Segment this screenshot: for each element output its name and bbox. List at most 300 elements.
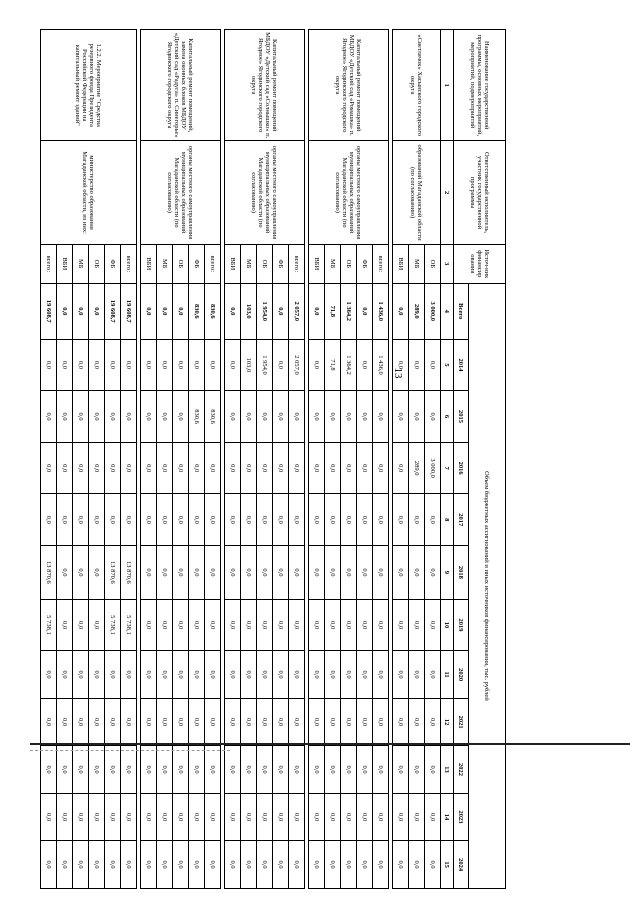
year-value: 0,0	[205, 793, 221, 840]
year-value: 0,0	[73, 599, 89, 651]
year-value: 0,0	[157, 599, 173, 651]
year-value: 0,0	[341, 651, 357, 698]
header-index-row	[441, 30, 454, 889]
year-value: 0,0	[273, 546, 289, 600]
funding-source: ФБ	[189, 244, 205, 283]
year-value: 0,0	[189, 698, 205, 745]
year-value: 0,0	[257, 494, 273, 546]
year-value: 0,0	[393, 442, 409, 494]
separator-cell	[305, 30, 309, 889]
year-value: 0,0	[57, 698, 73, 745]
year-value: 0,0	[393, 391, 409, 443]
year-value: 0,0	[157, 494, 173, 546]
total-value: 830,6	[205, 283, 221, 339]
year-value: 0,0	[41, 698, 57, 745]
total-value: 19 608,7	[41, 283, 57, 339]
year-value: 0,0	[157, 746, 173, 793]
column-index: 11	[441, 651, 454, 698]
year-value: 0,0	[425, 651, 441, 698]
year-value: 0,0	[205, 546, 221, 600]
year-value: 0,0	[289, 793, 305, 840]
year-value: 0,0	[257, 698, 273, 745]
column-index: 12	[441, 698, 454, 745]
funding-source: ВБИ	[309, 244, 325, 283]
column-index: 1	[441, 30, 454, 141]
year-value: 0,0	[273, 339, 289, 391]
year-value: 0,0	[425, 494, 441, 546]
year-value: 0,0	[105, 746, 121, 793]
year-value: 0,0	[173, 546, 189, 600]
year-value: 0,0	[325, 599, 341, 651]
year-value: 0,0	[309, 442, 325, 494]
year-value: 0,0	[409, 546, 425, 600]
year-value: 0,0	[105, 391, 121, 443]
funding-source: ФБ	[273, 244, 289, 283]
year-value: 0,0	[357, 746, 373, 793]
header-year: 2018	[454, 546, 469, 600]
year-value: 0,0	[241, 651, 257, 698]
total-value: 1 364,2	[341, 283, 357, 339]
year-value: 0,0	[393, 841, 409, 889]
year-value: 0,0	[57, 391, 73, 443]
year-value: 0,0	[189, 442, 205, 494]
column-index: 15	[441, 841, 454, 889]
year-value: 13 870,6	[121, 546, 137, 600]
year-value: 0,0	[41, 494, 57, 546]
year-value: 0,0	[393, 793, 409, 840]
funding-source: всего:	[373, 244, 389, 283]
year-value: 0,0	[341, 599, 357, 651]
year-value: 0,0	[205, 339, 221, 391]
funding-source: ВБИ	[393, 244, 409, 283]
column-index: 7	[441, 442, 454, 494]
year-value: 0,0	[357, 841, 373, 889]
funding-source: МБ	[73, 244, 89, 283]
total-value: 2 057,0	[289, 283, 305, 339]
total-value: 0,0	[173, 283, 189, 339]
year-value: 1 954,0	[257, 339, 273, 391]
year-value: 0,0	[89, 599, 105, 651]
separator-cell	[137, 30, 141, 889]
year-value: 0,0	[273, 391, 289, 443]
total-value: 0,0	[225, 283, 241, 339]
header-total: Всего	[454, 283, 469, 339]
year-value: 0,0	[257, 793, 273, 840]
year-value: 1 436,0	[373, 339, 389, 391]
column-index: 3	[441, 244, 454, 283]
total-value: 1 954,0	[257, 283, 273, 339]
scan-dashed-line	[30, 750, 230, 751]
year-value: 0,0	[241, 841, 257, 889]
total-value: 0,0	[309, 283, 325, 339]
year-value: 0,0	[289, 546, 305, 600]
year-value: 0,0	[289, 746, 305, 793]
group-separator	[137, 30, 141, 889]
year-value: 103,0	[241, 339, 257, 391]
header-year: 2020	[454, 651, 469, 698]
year-value: 0,0	[373, 442, 389, 494]
year-value: 0,0	[173, 339, 189, 391]
column-index: 6	[441, 391, 454, 443]
year-value: 0,0	[121, 841, 137, 889]
year-value: 0,0	[41, 339, 57, 391]
year-value: 0,0	[309, 746, 325, 793]
header-year: 2021	[454, 698, 469, 745]
year-value: 0,0	[225, 546, 241, 600]
year-value: 0,0	[73, 793, 89, 840]
year-value: 0,0	[393, 339, 409, 391]
year-value: 13 870,6	[41, 546, 57, 600]
year-value: 0,0	[105, 339, 121, 391]
funding-source: всего:	[289, 244, 305, 283]
measure-name: «Светлячок» Хасынского городского округа	[393, 30, 441, 141]
column-index: 4	[441, 283, 454, 339]
year-value: 0,0	[189, 841, 205, 889]
year-value: 0,0	[273, 841, 289, 889]
year-value: 0,0	[393, 599, 409, 651]
year-value: 0,0	[409, 841, 425, 889]
header-year: 2015	[454, 391, 469, 443]
year-value: 0,0	[41, 793, 57, 840]
year-value: 0,0	[105, 698, 121, 745]
year-value: 0,0	[425, 841, 441, 889]
funding-source: ФБ	[357, 244, 373, 283]
funding-source: ВБИ	[225, 244, 241, 283]
year-value: 0,0	[289, 442, 305, 494]
year-value: 0,0	[309, 339, 325, 391]
year-value: 0,0	[121, 651, 137, 698]
group-separator	[389, 30, 393, 889]
year-value: 0,0	[373, 494, 389, 546]
total-value: 71,8	[325, 283, 341, 339]
year-value: 0,0	[373, 841, 389, 889]
year-value: 0,0	[173, 442, 189, 494]
year-value: 0,0	[173, 841, 189, 889]
year-value: 0,0	[425, 391, 441, 443]
year-value: 5 738,1	[105, 599, 121, 651]
year-value: 13 870,6	[105, 546, 121, 600]
year-value: 0,0	[173, 391, 189, 443]
scan-border-line	[30, 743, 630, 745]
year-value: 0,0	[241, 793, 257, 840]
total-value: 289,0	[409, 283, 425, 339]
year-value: 0,0	[141, 442, 157, 494]
header-responsible: Ответственный исполнитель, участник государственной программы	[454, 141, 506, 244]
year-value: 0,0	[225, 746, 241, 793]
total-value: 19 608,7	[121, 283, 137, 339]
year-value: 0,0	[289, 599, 305, 651]
table-row	[205, 30, 221, 889]
year-value: 0,0	[257, 746, 273, 793]
year-value: 0,0	[157, 339, 173, 391]
year-value: 3 000,0	[425, 442, 441, 494]
responsible-executor: образований Магаданской области (по согласованию)	[393, 141, 441, 244]
year-value: 0,0	[157, 651, 173, 698]
year-value: 289,0	[409, 442, 425, 494]
year-value: 0,0	[189, 793, 205, 840]
year-value: 0,0	[41, 746, 57, 793]
year-value: 0,0	[121, 442, 137, 494]
year-value: 0,0	[425, 793, 441, 840]
year-value: 0,0	[357, 546, 373, 600]
year-value: 0,0	[173, 651, 189, 698]
total-value: 0,0	[57, 283, 73, 339]
funding-source: ОБ	[257, 244, 273, 283]
header-year: 2019	[454, 599, 469, 651]
funding-source: всего:	[41, 244, 57, 283]
measure-name: 1.2.2. Мероприятие "Средства резервного фонда Президента Российской Федерации на капитальный ремонт зданий"	[41, 30, 137, 141]
year-value: 0,0	[257, 391, 273, 443]
year-value: 0,0	[205, 442, 221, 494]
funding-source: ФБ	[105, 244, 121, 283]
header-year: 2024	[454, 841, 469, 889]
year-value: 0,0	[373, 651, 389, 698]
year-value: 0,0	[121, 339, 137, 391]
year-value: 0,0	[393, 546, 409, 600]
year-value: 0,0	[325, 442, 341, 494]
year-value: 0,0	[73, 698, 89, 745]
total-value: 0,0	[157, 283, 173, 339]
total-value: 0,0	[73, 283, 89, 339]
year-value: 0,0	[393, 494, 409, 546]
year-value: 0,0	[189, 746, 205, 793]
total-value: 0,0	[89, 283, 105, 339]
year-value: 0,0	[141, 599, 157, 651]
year-value: 0,0	[289, 651, 305, 698]
year-value: 0,0	[241, 391, 257, 443]
year-value: 0,0	[73, 546, 89, 600]
year-value: 0,0	[57, 793, 73, 840]
year-value: 0,0	[173, 698, 189, 745]
year-value: 0,0	[409, 599, 425, 651]
year-value: 0,0	[141, 494, 157, 546]
total-value: 1 436,0	[373, 283, 389, 339]
year-value: 0,0	[241, 494, 257, 546]
year-value: 0,0	[409, 698, 425, 745]
header-year: 2016	[454, 442, 469, 494]
year-value: 0,0	[241, 546, 257, 600]
year-value: 0,0	[309, 546, 325, 600]
year-value: 0,0	[309, 841, 325, 889]
year-value: 0,0	[41, 391, 57, 443]
year-value: 0,0	[157, 442, 173, 494]
year-value: 0,0	[309, 391, 325, 443]
year-value: 0,0	[141, 841, 157, 889]
year-value: 0,0	[141, 339, 157, 391]
year-value: 0,0	[425, 599, 441, 651]
funding-source: ОБ	[173, 244, 189, 283]
rotated-table-wrapper	[40, 29, 506, 889]
total-value: 0,0	[141, 283, 157, 339]
column-index: 14	[441, 793, 454, 840]
year-value: 0,0	[341, 391, 357, 443]
year-value: 0,0	[325, 746, 341, 793]
funding-source: ВБИ	[57, 244, 73, 283]
year-value: 0,0	[325, 651, 341, 698]
responsible-executor: органы местного самоуправления муниципальных образований Магаданской области (по согласованию)	[225, 141, 305, 244]
group-separator	[221, 30, 225, 889]
year-value: 0,0	[57, 442, 73, 494]
year-value: 0,0	[57, 841, 73, 889]
year-value: 0,0	[273, 442, 289, 494]
funding-source: ВБИ	[141, 244, 157, 283]
year-value: 0,0	[273, 698, 289, 745]
year-value: 0,0	[241, 746, 257, 793]
year-value: 0,0	[357, 494, 373, 546]
year-value: 0,0	[273, 599, 289, 651]
year-value: 0,0	[57, 546, 73, 600]
total-value: 3 000,0	[425, 283, 441, 339]
year-value: 2 057,0	[289, 339, 305, 391]
year-value: 0,0	[89, 391, 105, 443]
year-value: 0,0	[157, 793, 173, 840]
year-value: 0,0	[341, 442, 357, 494]
year-value: 0,0	[241, 698, 257, 745]
year-value: 0,0	[141, 698, 157, 745]
year-value: 0,0	[89, 841, 105, 889]
responsible-executor: министерство образования Магаданской области, из них:	[41, 141, 137, 244]
group-separator	[305, 30, 309, 889]
year-value: 0,0	[89, 793, 105, 840]
year-value: 0,0	[89, 494, 105, 546]
year-value: 0,0	[205, 698, 221, 745]
responsible-executor: органы местного самоуправления муниципальных образований Магаданской области (по согласованию)	[141, 141, 221, 244]
year-value: 0,0	[105, 442, 121, 494]
year-value: 0,0	[205, 599, 221, 651]
separator-cell	[221, 30, 225, 889]
table-row	[373, 30, 389, 889]
year-value: 0,0	[241, 442, 257, 494]
total-value: 0,0	[273, 283, 289, 339]
year-value: 0,0	[357, 391, 373, 443]
year-value: 0,0	[309, 494, 325, 546]
separator-cell	[389, 30, 393, 889]
column-index: 9	[441, 546, 454, 600]
year-value: 0,0	[409, 651, 425, 698]
year-value: 0,0	[325, 494, 341, 546]
year-value: 0,0	[57, 746, 73, 793]
funding-source: МБ	[325, 244, 341, 283]
year-value: 0,0	[309, 793, 325, 840]
year-value: 0,0	[57, 599, 73, 651]
column-index: 13	[441, 746, 454, 793]
year-value: 0,0	[357, 698, 373, 745]
funding-source: МБ	[409, 244, 425, 283]
year-value: 0,0	[393, 651, 409, 698]
year-value: 0,0	[189, 599, 205, 651]
year-value: 0,0	[393, 698, 409, 745]
year-value: 0,0	[225, 841, 241, 889]
year-value: 0,0	[73, 339, 89, 391]
year-value: 0,0	[257, 442, 273, 494]
year-value: 5 738,1	[41, 599, 57, 651]
header-year: 2023	[454, 793, 469, 840]
year-value: 0,0	[89, 442, 105, 494]
column-index: 2	[441, 141, 454, 244]
year-value: 0,0	[157, 546, 173, 600]
year-value: 0,0	[89, 546, 105, 600]
financing-table	[40, 29, 506, 889]
year-value: 0,0	[173, 494, 189, 546]
year-value: 0,0	[373, 546, 389, 600]
total-value: 19 608,7	[105, 283, 121, 339]
measure-name: Капитальный ремонт помещений, замена оконных блоков МБДОУ «Детский сад «Радуга» п. Синегорье» Ягодинского городского округа	[141, 30, 221, 141]
year-value: 0,0	[141, 793, 157, 840]
year-value: 0,0	[273, 793, 289, 840]
responsible-executor: органы местного самоуправления муниципальных образований Магаданской области (по согласованию)	[309, 141, 389, 244]
header-name: Наименование государственной программы, основных мероприятий, мероприятий, подмероприятий	[454, 30, 506, 141]
total-value: 0,0	[357, 283, 373, 339]
year-value: 0,0	[157, 698, 173, 745]
year-value: 0,0	[325, 546, 341, 600]
year-value: 0,0	[325, 793, 341, 840]
year-value: 0,0	[257, 651, 273, 698]
year-value: 71,8	[325, 339, 341, 391]
year-value: 0,0	[425, 546, 441, 600]
year-value: 0,0	[105, 494, 121, 546]
year-value: 0,0	[141, 651, 157, 698]
year-value: 0,0	[73, 391, 89, 443]
year-value: 0,0	[273, 494, 289, 546]
year-value: 0,0	[57, 494, 73, 546]
year-value: 0,0	[205, 651, 221, 698]
year-value: 0,0	[57, 339, 73, 391]
year-value: 0,0	[189, 546, 205, 600]
year-value: 0,0	[41, 841, 57, 889]
year-value: 0,0	[89, 651, 105, 698]
funding-source: всего:	[205, 244, 221, 283]
column-index: 5	[441, 339, 454, 391]
year-value: 0,0	[273, 746, 289, 793]
year-value: 0,0	[341, 698, 357, 745]
year-value: 0,0	[325, 841, 341, 889]
year-value: 0,0	[121, 698, 137, 745]
year-value: 0,0	[41, 442, 57, 494]
year-value: 0,0	[325, 391, 341, 443]
year-value: 0,0	[225, 339, 241, 391]
year-value: 0,0	[89, 698, 105, 745]
year-value: 0,0	[121, 793, 137, 840]
year-value: 0,0	[309, 599, 325, 651]
year-value: 0,0	[205, 841, 221, 889]
measure-name: Капитальный ремонт помещений МБДОУ «Детский сад «Солнышко» п. Ягодное» Ягодинского городского округа	[225, 30, 305, 141]
year-value: 0,0	[73, 442, 89, 494]
header-year: 2017	[454, 494, 469, 546]
year-value: 1 364,2	[341, 339, 357, 391]
year-value: 0,0	[257, 841, 273, 889]
year-value: 0,0	[121, 494, 137, 546]
year-value: 0,0	[257, 599, 273, 651]
year-value: 0,0	[289, 841, 305, 889]
year-value: 0,0	[225, 793, 241, 840]
year-value: 0,0	[189, 651, 205, 698]
year-value: 0,0	[189, 339, 205, 391]
year-value: 0,0	[89, 339, 105, 391]
year-value: 0,0	[225, 651, 241, 698]
year-value: 0,0	[341, 793, 357, 840]
year-value: 0,0	[225, 494, 241, 546]
funding-source: ОБ	[89, 244, 105, 283]
header-volume: Объем бюджетных ассигнований и иных источников финансирования, тыс. рублей	[469, 283, 506, 888]
year-value: 0,0	[373, 599, 389, 651]
table-row	[121, 30, 137, 889]
column-index: 10	[441, 599, 454, 651]
year-value: 0,0	[41, 651, 57, 698]
year-value: 0,0	[357, 651, 373, 698]
header-year: 2022	[454, 746, 469, 793]
year-value: 0,0	[341, 494, 357, 546]
year-value: 0,0	[425, 746, 441, 793]
